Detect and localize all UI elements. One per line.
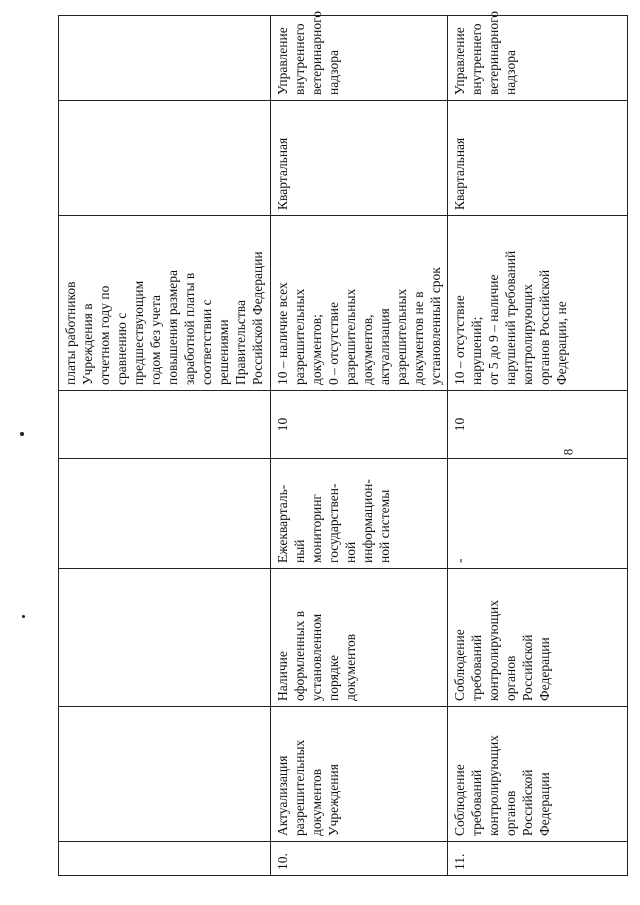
cell-condition: Соблюдение требований контролирующих органов Российской Федерации [448, 569, 628, 707]
cell-criterion: платы работников Учреждения в отчетном году по сравнению с предшествующим годом без учета повышения размера заработной платы в соответствии с решениями Правительства Российской Федерации [59, 216, 271, 391]
cell-num [59, 842, 271, 876]
cell-indicator [59, 707, 271, 842]
cell-period: Квартальная [270, 101, 448, 216]
cell-num: 10. [270, 842, 448, 876]
cell-points [59, 391, 271, 459]
cell-source: - [448, 459, 628, 569]
cell-indicator: Актуализация разрешительных документов Учреждения [270, 707, 448, 842]
scan-speck [20, 432, 24, 436]
page-number: 8 [560, 448, 576, 456]
cell-source: Ежекварталь- ный мониторинг государствен- ной информацион- ной системы [270, 459, 448, 569]
cell-points: 10 [270, 391, 448, 459]
cell-points: 10 [448, 391, 628, 459]
cell-responsible: Управление внутреннего ветеринарного надзора [270, 16, 448, 101]
cell-period [59, 101, 271, 216]
table-row [270, 16, 448, 876]
cell-criterion: 10 – наличие всех разрешительных документов; 0 – отсутствие разрешительных документов, актуализация разрешительных документов не в установленный срок [270, 216, 448, 391]
cell-indicator: Соблюдение требований контролирующих органов Российской Федерации [448, 707, 628, 842]
cell-criterion: 10 – отсутствие нарушений; от 5 до 9 – наличие нарушений требований контролирующих органов Российской Федерации, не [448, 216, 628, 391]
cell-responsible [59, 16, 271, 101]
cell-condition [59, 569, 271, 707]
scan-speck [22, 615, 25, 618]
cell-responsible: Управление внутреннего ветеринарного надзора [448, 16, 628, 101]
cell-condition: Наличие оформленных в установленном порядке документов [270, 569, 448, 707]
table-row [448, 16, 628, 876]
cell-period: Квартальная [448, 101, 628, 216]
rotated-table [58, 10, 628, 876]
table-row-continuation [59, 16, 271, 876]
cell-source [59, 459, 271, 569]
cell-num: 11. [448, 842, 628, 876]
indicators-table [58, 10, 628, 876]
